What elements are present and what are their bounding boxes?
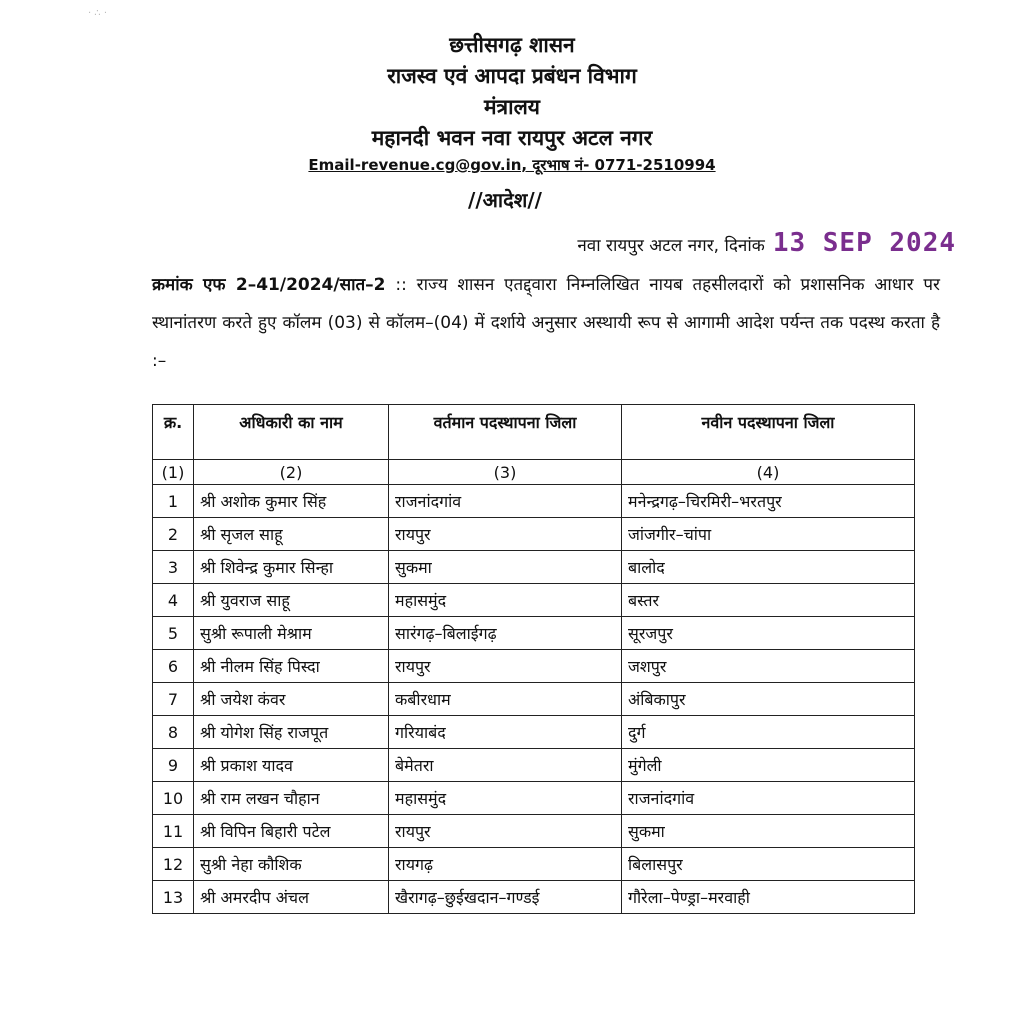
cell-new-district: मुंगेली [622,749,915,782]
reference-number: क्रमांक एफ 2–41/2024/सात–2 [152,275,386,295]
cell-new-district: बालोद [622,551,915,584]
scan-speck: · ∴ · [88,8,108,19]
table-row [153,617,915,650]
cell-officer-name: सुश्री नेहा कौशिक [194,848,389,881]
ministry-name: मंत्रालय [483,95,540,119]
cell-serial: 11 [153,815,194,848]
table-row [153,551,915,584]
table-row [153,815,915,848]
cell-officer-name: श्री अशोक कुमार सिंह [194,485,389,518]
date-label: नवा रायपुर अटल नगर, दिनांक [577,236,765,256]
col-number: (1) [153,460,194,485]
cell-current-district: रायपुर [389,518,622,551]
col-number: (2) [194,460,389,485]
cell-officer-name: सुश्री रूपाली मेश्राम [194,617,389,650]
cell-officer-name: श्री नीलम सिंह पिस्दा [194,650,389,683]
cell-officer-name: श्री योगेश सिंह राजपूत [194,716,389,749]
table-body [153,485,915,914]
cell-serial: 6 [153,650,194,683]
table-row [153,716,915,749]
cell-new-district: अंबिकापुर [622,683,915,716]
cell-serial: 12 [153,848,194,881]
table-row [153,584,915,617]
table-row [153,518,915,551]
cell-officer-name: श्री शिवेन्द्र कुमार सिन्हा [194,551,389,584]
table-row [153,683,915,716]
order-body [152,266,940,380]
cell-officer-name: श्री प्रकाश यादव [194,749,389,782]
table-row [153,782,915,815]
cell-current-district: रायपुर [389,815,622,848]
cell-current-district: कबीरधाम [389,683,622,716]
cell-serial: 3 [153,551,194,584]
cell-new-district: सुकमा [622,815,915,848]
col-number: (4) [622,460,915,485]
table-row [153,881,915,914]
cell-new-district: जांजगीर–चांपा [622,518,915,551]
cell-new-district: मनेन्द्रगढ़–चिरमिरी–भरतपुर [622,485,915,518]
cell-officer-name: श्री जयेश कंवर [194,683,389,716]
letterhead [0,30,1024,176]
cell-current-district: महासमुंद [389,782,622,815]
date-stamp: 13 SEP 2024 [772,228,956,258]
cell-serial: 4 [153,584,194,617]
col-header-current-district: वर्तमान पदस्थापना जिला [389,405,622,460]
cell-officer-name: श्री राम लखन चौहान [194,782,389,815]
table-row [153,485,915,518]
cell-serial: 7 [153,683,194,716]
cell-current-district: महासमुंद [389,584,622,617]
col-header-name: अधिकारी का नाम [194,405,389,460]
table-row [153,749,915,782]
cell-new-district: जशपुर [622,650,915,683]
transfer-table [152,404,915,914]
column-number-row [153,460,915,485]
col-header-serial: क्र. [153,405,194,460]
table-row [153,650,915,683]
office-address: महानदी भवन नवा रायपुर अटल नगर [371,126,653,150]
cell-current-district: गरियाबंद [389,716,622,749]
cell-new-district: सूरजपुर [622,617,915,650]
date-row [577,228,956,258]
department-name: राजस्व एवं आपदा प्रबंधन विभाग [387,64,637,88]
contact-line: Email-revenue.cg@gov.in, दूरभाष नं- 0771-2510994 [308,156,716,174]
order-text: :: राज्य शासन एतद्द्वारा निम्नलिखित नायब तहसीलदारों को प्रशासनिक आधार पर स्थानांतरण करते हुए कॉलम (03) से कॉलम–(04) में दर्शाये अनुसार अस्थायी रूप से आगामी आदेश पर्यन्त तक पदस्थ करता है :– [152,275,941,371]
cell-current-district: सारंगढ़–बिलाईगढ़ [389,617,622,650]
govt-name: छत्तीसगढ़ शासन [449,33,575,57]
cell-officer-name: श्री सृजल साहू [194,518,389,551]
cell-new-district: दुर्ग [622,716,915,749]
cell-serial: 9 [153,749,194,782]
cell-new-district: राजनांदगांव [622,782,915,815]
cell-new-district: बिलासपुर [622,848,915,881]
order-title: //आदेश// [468,188,542,212]
cell-new-district: बस्तर [622,584,915,617]
cell-current-district: सुकमा [389,551,622,584]
col-header-new-district: नवीन पदस्थापना जिला [622,405,915,460]
cell-serial: 8 [153,716,194,749]
cell-current-district: बेमेतरा [389,749,622,782]
cell-new-district: गौरेला–पेण्ड्रा–मरवाही [622,881,915,914]
cell-current-district: रायपुर [389,650,622,683]
cell-serial: 13 [153,881,194,914]
cell-officer-name: श्री युवराज साहू [194,584,389,617]
cell-officer-name: श्री विपिन बिहारी पटेल [194,815,389,848]
cell-serial: 10 [153,782,194,815]
cell-officer-name: श्री अमरदीप अंचल [194,881,389,914]
cell-serial: 2 [153,518,194,551]
table-header-row [153,405,915,460]
cell-serial: 5 [153,617,194,650]
cell-current-district: राजनांदगांव [389,485,622,518]
cell-current-district: रायगढ़ [389,848,622,881]
cell-current-district: खैरागढ़–छुईखदान–गण्डई [389,881,622,914]
col-number: (3) [389,460,622,485]
table-row [153,848,915,881]
cell-serial: 1 [153,485,194,518]
